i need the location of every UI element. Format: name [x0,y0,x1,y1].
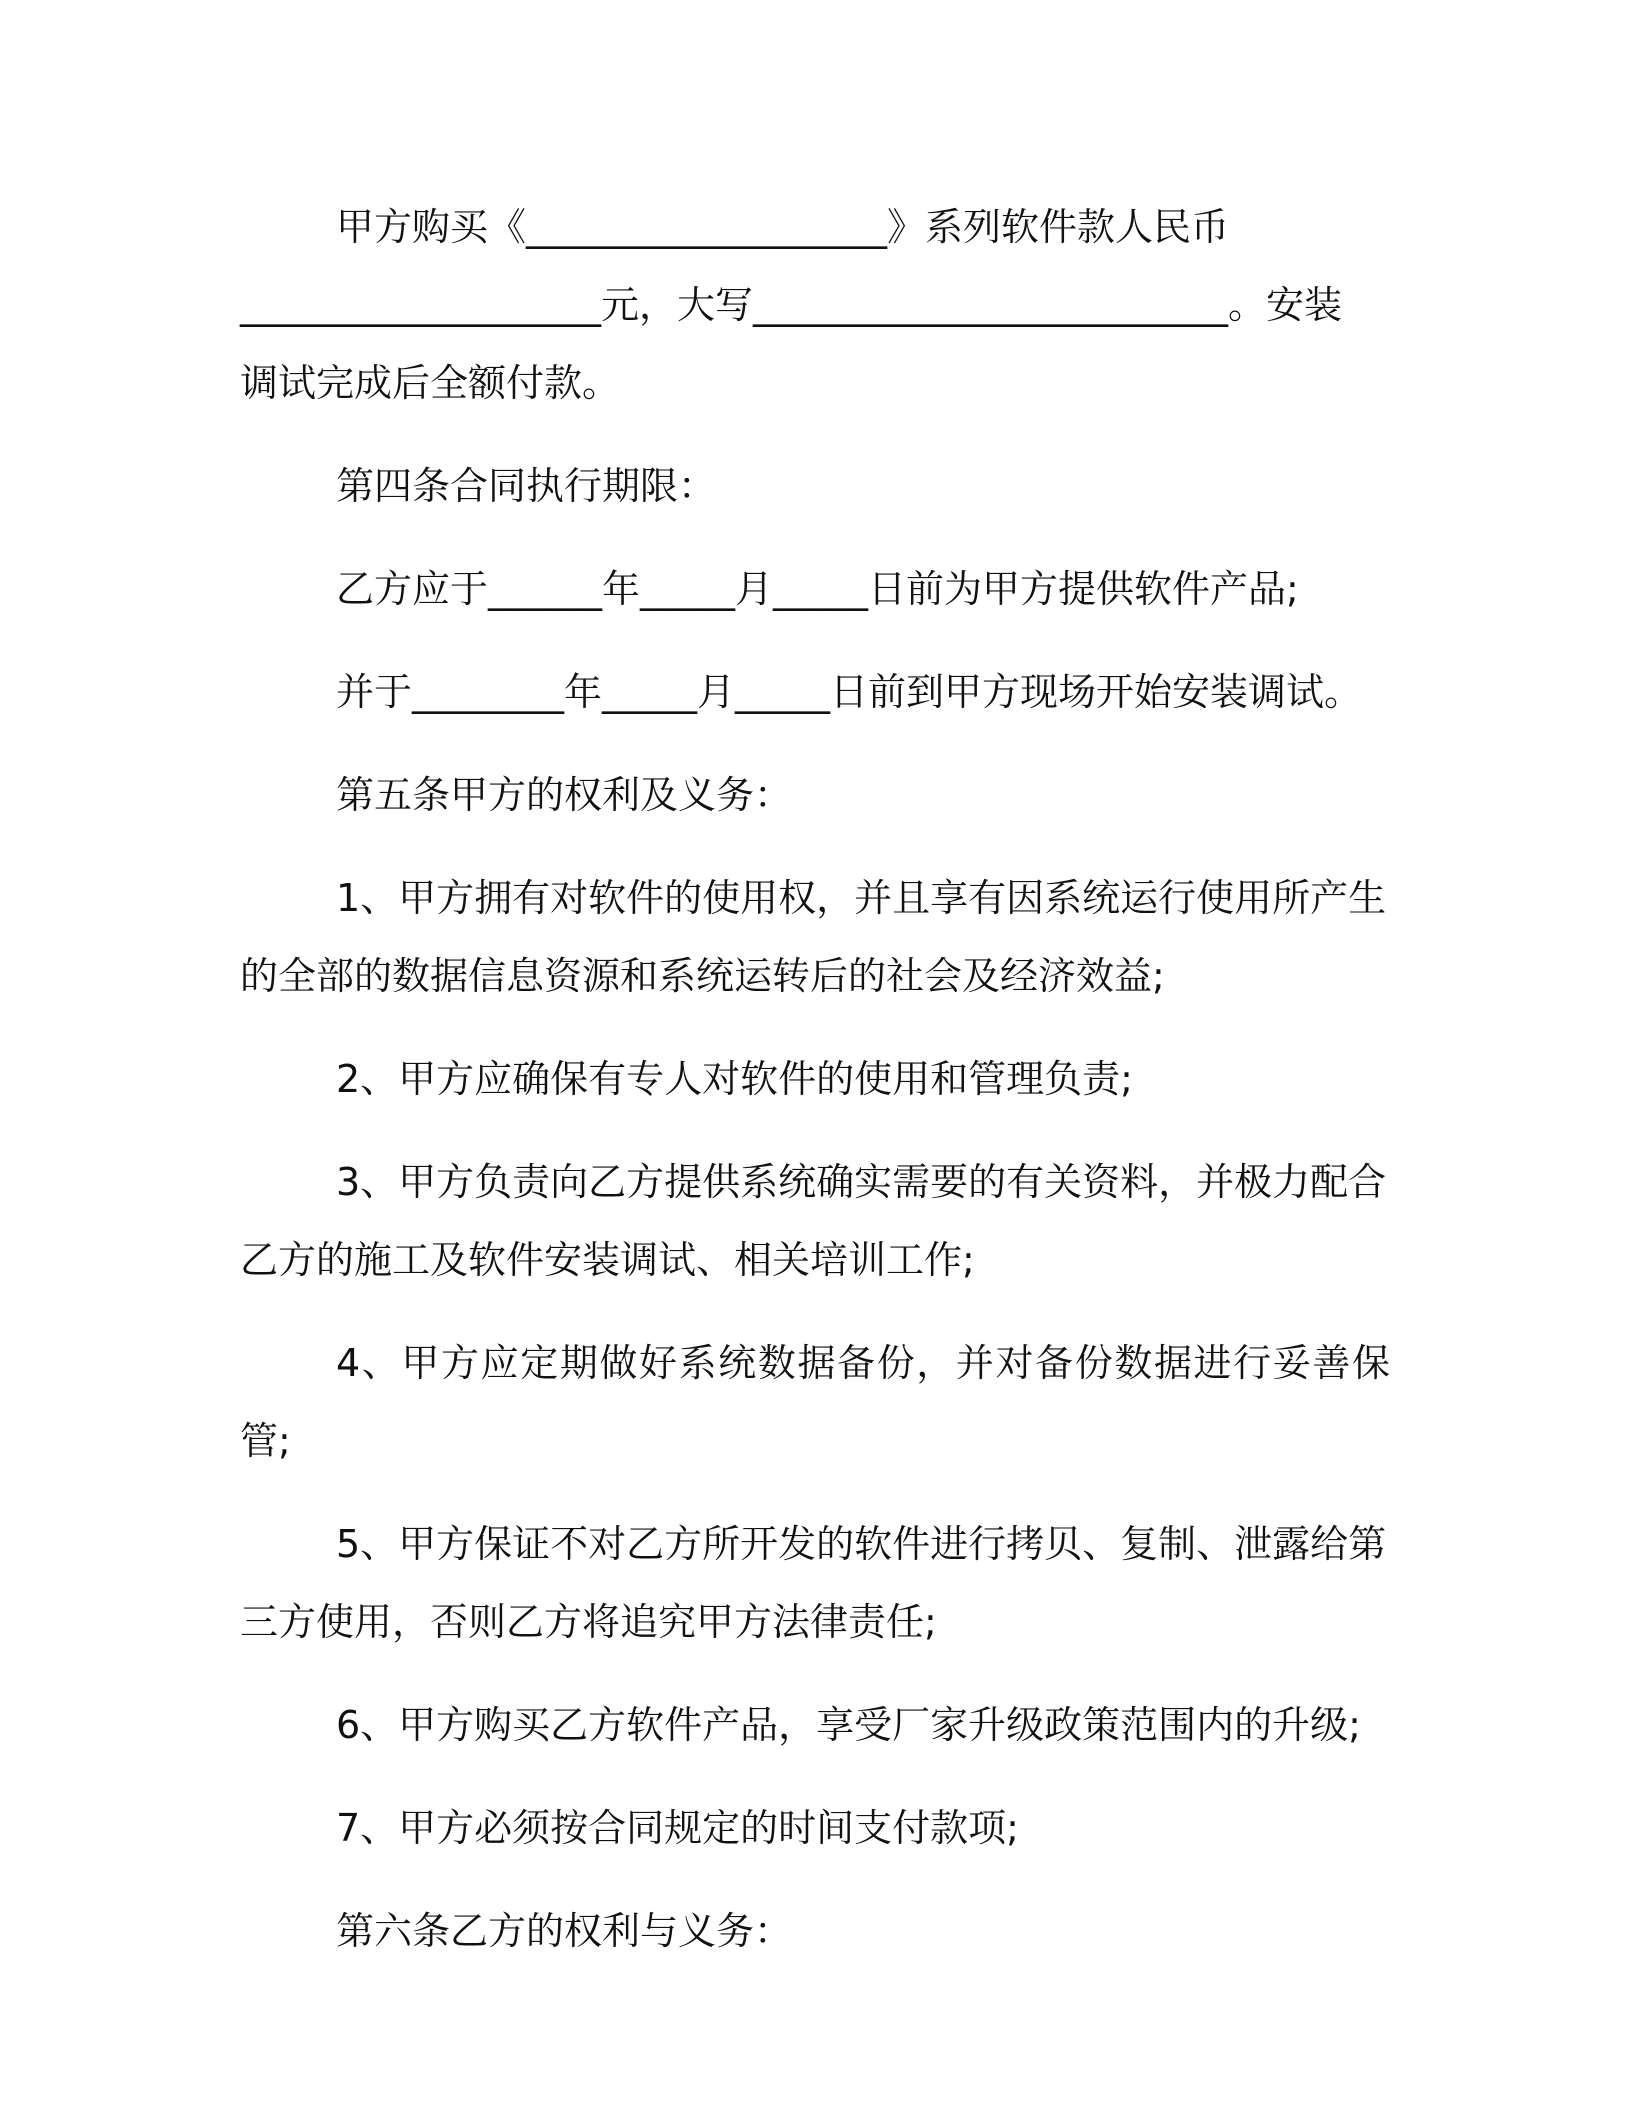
article-5-item-1 [240,859,1390,1015]
article-4-title: 第四条合同执行期限： [336,464,717,508]
article-5-item-1-line-2: 的全部的数据信息资源和系统运转后的社会及经济效益; [240,954,1165,998]
article-5-item-5 [240,1505,1390,1661]
article-5-item-3-line-1: 3、甲方负责向乙方提供系统确实需要的有关资料，并极力配合 [336,1160,1387,1204]
payment-line-1: 甲方购买《___________________》系列软件款人民币 [336,205,1230,249]
article-5-item-3-line-2: 乙方的施工及软件安装调试、相关培训工作; [240,1238,975,1282]
article-5-item-1-line-1: 1、甲方拥有对软件的使用权，并且享有因系统运行使用所产生 [336,876,1387,920]
article-4-paragraph-2: 并于________年_____月_____日前到甲方现场开始安装调试。 [336,670,1363,714]
article-5-item-2: 2、甲方应确保有专人对软件的使用和管理负责; [336,1057,1133,1101]
article-6-title: 第六条乙方的权利与义务： [336,1909,793,1953]
contract-body [240,188,1390,1995]
article-5-item-3 [240,1143,1390,1299]
article-5-title: 第五条甲方的权利及义务： [336,773,793,817]
article-5-item-7: 7、甲方必须按合同规定的时间支付款项; [336,1806,1019,1850]
article-5-item-5-line-1: 5、甲方保证不对乙方所开发的软件进行拷贝、复制、泄露给第 [336,1522,1387,1566]
payment-line-2: ___________________元，大写_________________________。安装 [240,283,1343,327]
article-4-paragraph-1: 乙方应于______年_____月_____日前为甲方提供软件产品; [336,567,1299,611]
article-5-item-6: 6、甲方购买乙方软件产品，享受厂家升级政策范围内的升级; [336,1703,1361,1747]
payment-paragraph [240,188,1390,422]
payment-line-3: 调试完成后全额付款。 [240,361,621,405]
article-5-item-5-line-2: 三方使用，否则乙方将追究甲方法律责任; [240,1600,937,1644]
article-5-item-4: 4、甲方应定期做好系统数据备份，并对备份数据进行妥善保管; [240,1341,1390,1463]
